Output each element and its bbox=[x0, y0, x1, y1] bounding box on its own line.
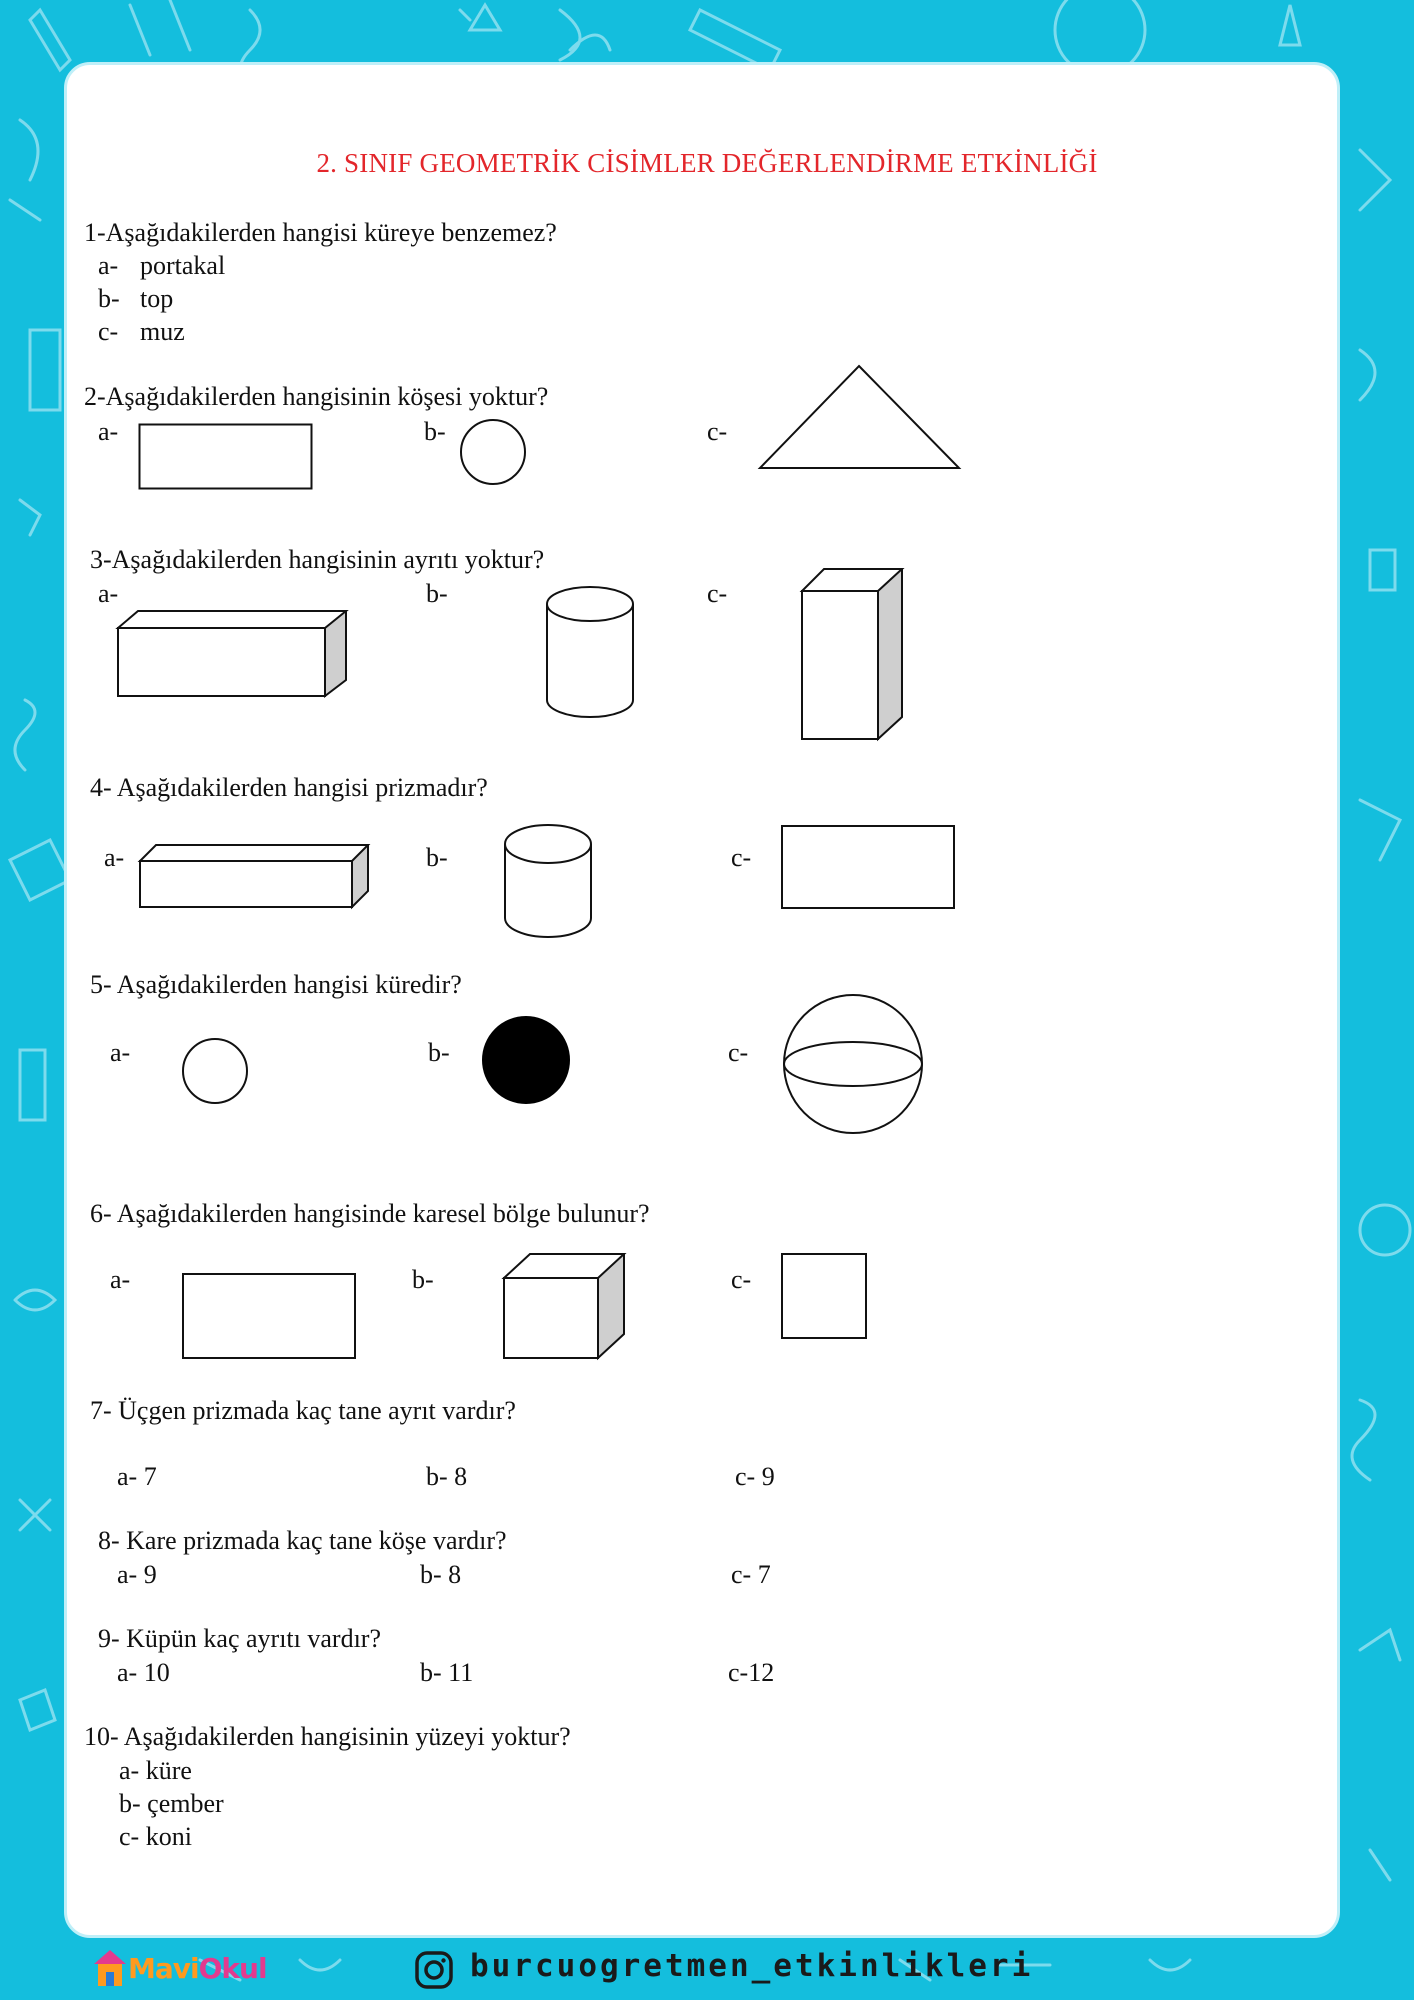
q9-option-c: c-12 bbox=[728, 1658, 775, 1687]
q5-option-c-letter: c- bbox=[728, 1038, 749, 1067]
mavi-okul-logo bbox=[128, 1952, 267, 1985]
logo-text-part2: Okul bbox=[198, 1952, 267, 1985]
q5-filled-circle-shape bbox=[480, 1015, 572, 1105]
instagram-handle[interactable]: burcuogretmen_etkinlikleri bbox=[470, 1948, 1034, 1984]
q3-tall-prism-shape bbox=[800, 567, 906, 743]
q6-cube-shape bbox=[502, 1252, 626, 1360]
q8-option-a: a- 9 bbox=[117, 1560, 157, 1589]
q5-circle-shape bbox=[180, 1036, 250, 1106]
q4-option-b-letter: b- bbox=[426, 843, 448, 872]
q3-option-b-letter: b- bbox=[426, 579, 448, 608]
q6-rectangle-shape bbox=[181, 1272, 357, 1360]
q5-option-b-letter: b- bbox=[428, 1038, 450, 1067]
q6-square-shape bbox=[780, 1252, 868, 1340]
question-1: 1-Aşağıdakilerden hangisi küreye benzemez? bbox=[84, 218, 557, 247]
q2-option-a-letter: a- bbox=[98, 417, 119, 446]
q1-option-a: portakal bbox=[140, 251, 226, 280]
question-3: 3-Aşağıdakilerden hangisinin ayrıtı yoktur? bbox=[90, 545, 545, 574]
q2-option-c-letter: c- bbox=[707, 417, 728, 446]
q6-option-c-letter: c- bbox=[731, 1265, 752, 1294]
question-5: 5- Aşağıdakilerden hangisi küredir? bbox=[90, 970, 462, 999]
q2-circle-shape bbox=[458, 418, 528, 486]
q4-cylinder-shape bbox=[502, 822, 594, 940]
question-8: 8- Kare prizmada kaç tane köşe vardır? bbox=[98, 1526, 507, 1555]
question-9: 9- Küpün kaç ayrıtı vardır? bbox=[98, 1624, 382, 1653]
house-logo-icon bbox=[93, 1948, 127, 1988]
q4-rectangular-prism-shape bbox=[138, 843, 372, 911]
question-2: 2-Aşağıdakilerden hangisinin köşesi yoktur? bbox=[84, 382, 549, 411]
q2-option-b-letter: b- bbox=[424, 417, 446, 446]
q2-rectangle-shape bbox=[138, 423, 314, 491]
q5-option-a-letter: a- bbox=[110, 1038, 131, 1067]
q8-option-b: b- 8 bbox=[420, 1560, 462, 1589]
q6-option-b-letter: b- bbox=[412, 1265, 434, 1294]
question-4: 4- Aşağıdakilerden hangisi prizmadır? bbox=[90, 773, 488, 802]
question-6: 6- Aşağıdakilerden hangisinde karesel bölge bulunur? bbox=[90, 1199, 650, 1228]
q3-cylinder-shape bbox=[544, 584, 636, 720]
q5-sphere-shape bbox=[780, 994, 926, 1134]
q8-option-c: c- 7 bbox=[731, 1560, 771, 1589]
q6-option-a-letter: a- bbox=[110, 1265, 131, 1294]
q7-option-a: a- 7 bbox=[117, 1462, 157, 1491]
q10-option-b: b- çember bbox=[119, 1789, 224, 1818]
q7-option-c: c- 9 bbox=[735, 1462, 775, 1491]
page-title: 2. SINIF GEOMETRİK CİSİMLER DEĞERLENDİRME ETKİNLİĞİ bbox=[316, 148, 1098, 178]
q9-option-b: b- 11 bbox=[420, 1658, 474, 1687]
q1-option-b: top bbox=[140, 284, 174, 313]
q1-option-c-letter: c- bbox=[98, 317, 119, 346]
q10-option-c: c- koni bbox=[119, 1822, 192, 1851]
q10-option-a: a- küre bbox=[119, 1756, 192, 1785]
question-10: 10- Aşağıdakilerden hangisinin yüzeyi yoktur? bbox=[84, 1722, 571, 1751]
q4-option-c-letter: c- bbox=[731, 843, 752, 872]
q2-triangle-shape bbox=[758, 364, 962, 470]
q7-option-b: b- 8 bbox=[426, 1462, 468, 1491]
instagram-icon bbox=[414, 1950, 454, 1990]
q3-option-c-letter: c- bbox=[707, 579, 728, 608]
logo-text-part1: Mavi bbox=[128, 1952, 199, 1985]
q9-option-a: a- 10 bbox=[117, 1658, 170, 1687]
q4-option-a-letter: a- bbox=[104, 843, 125, 872]
q1-option-b-letter: b- bbox=[98, 284, 120, 313]
q3-option-a-letter: a- bbox=[98, 579, 119, 608]
q4-rectangle-shape bbox=[780, 824, 956, 910]
question-7: 7- Üçgen prizmada kaç tane ayrıt vardır? bbox=[90, 1396, 516, 1425]
q3-rectangular-prism-shape bbox=[116, 608, 350, 700]
worksheet-card bbox=[64, 62, 1340, 1938]
q1-option-c: muz bbox=[140, 317, 185, 346]
q1-option-a-letter: a- bbox=[98, 251, 119, 280]
